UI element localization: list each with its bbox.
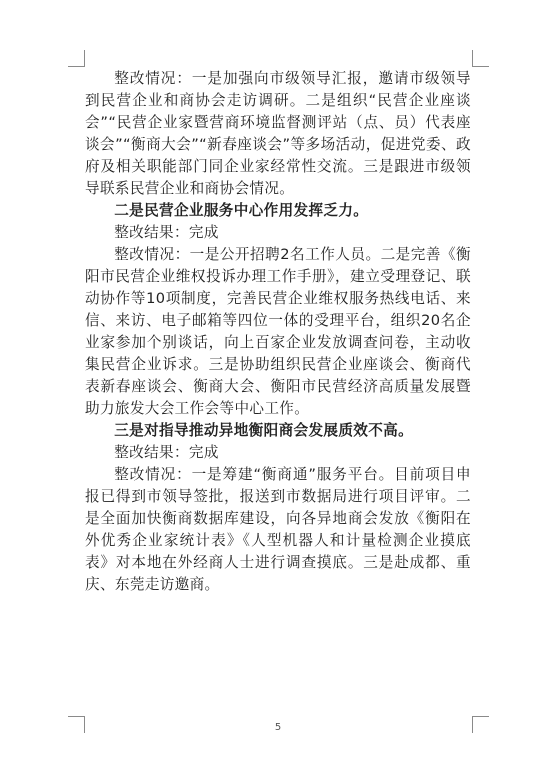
paragraph-rectification-status-1: 整改情况：一是加强向市级领导汇报，邀请市级领导到民营企业和商协会走访调研。二是组织“民营企业座谈会”“民营企业家暨营商环境监督测评站（点、员）代表座谈会”“衡商大会”“新春座谈会”等多场活动，促进党委、政府及相关职能部门同企业家经常性交流。三是跟进市级领导联系民营企业和商协会情况。 <box>85 70 471 197</box>
heading-issue-three: 三是对指导推动异地衡阳商会发展质效不高。 <box>114 422 414 439</box>
heading-issue-two: 二是民营企业服务中心作用发挥乏力。 <box>114 202 369 219</box>
page-body <box>85 68 471 596</box>
paragraph-rectification-result-3: 整改结果：完成 <box>114 444 219 461</box>
paragraph-rectification-status-2: 整改情况：一是公开招聘2名工作人员。二是完善《衡阳市民营企业维权投诉办理工作手册》，建立受理登记、联动协作等10项制度，完善民营企业维权服务热线电话、来信、来访、电子邮箱等四位一体的受理平台，组织20名企业家参加个别谈话，向上百家企业发放调查问卷，主动收集民营企业诉求。三是协助组织民营企业座谈会、衡商代表新春座谈会、衡商大会、衡阳市民营经济高质量发展暨助力旅发大会工作会等中心工作。 <box>85 246 471 417</box>
paragraph-rectification-result-2: 整改结果：完成 <box>114 224 219 241</box>
page-number: 5 <box>274 722 282 733</box>
crop-mark-top-left <box>68 50 85 67</box>
crop-mark-top-right <box>472 50 489 67</box>
paragraph-rectification-status-3: 整改情况：一是筹建“衡商通”服务平台。目前项目申报已得到市领导签批，报送到市数据局进行项目评审。二是全面加快衡商数据库建设，向各异地商会发放《衡阳在外优秀企业家统计表》《人型机器人和计量检测企业摸底表》对本地在外经商人士进行调查摸底。三是赴成都、重庆、东莞走访邀商。 <box>85 466 471 593</box>
